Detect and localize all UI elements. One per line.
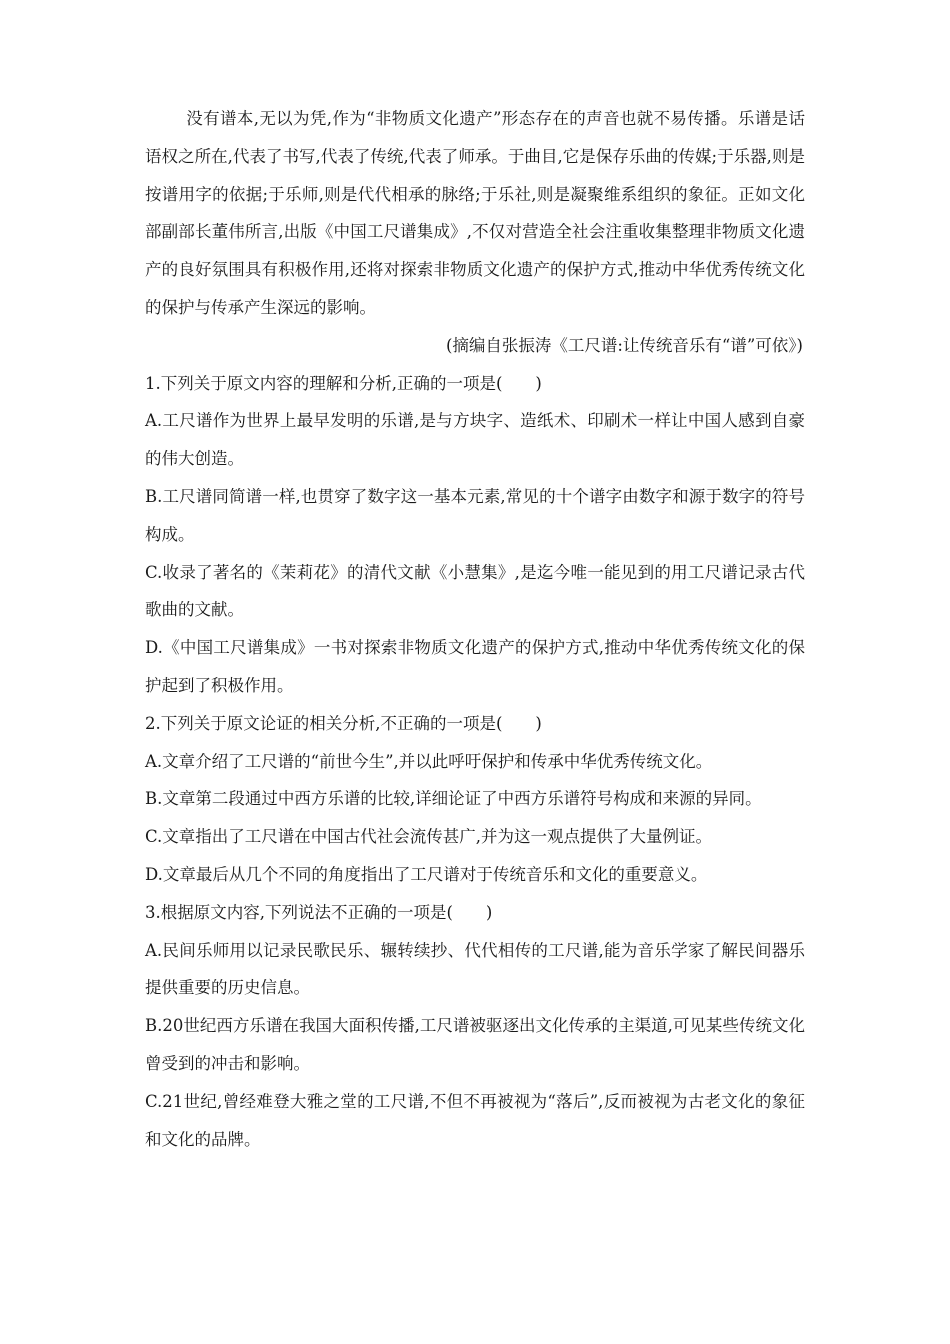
- option-d: D.《中国工尺谱集成》一书对探索非物质文化遗产的保护方式,推动中华优秀传统文化的保护起到了积极作用。: [145, 638, 805, 695]
- option-b: B.文章第二段通过中西方乐谱的比较,详细论证了中西方乐谱符号构成和来源的异同。: [145, 789, 762, 809]
- option-c: C.21世纪,曾经难登大雅之堂的工尺谱,不但不再被视为“落后”,反而被视为古老文化的象征和文化的品牌。: [145, 1091, 805, 1149]
- option-c: C.文章指出了工尺谱在中国古代社会流传甚广,并为这一观点提供了大量例证。: [145, 827, 713, 847]
- passage-paragraph: 没有谱本,无以为凭,作为“非物质文化遗产”形态存在的声音也就不易传播。乐谱是话语权之所在,代表了书写,代表了传统,代表了师承。于曲目,它是保存乐曲的传媒;于乐器,则是按谱用字的依据;于乐师,则是代代相承的脉络;于乐社,则是凝聚维系组织的象征。正如文化部副部长董伟所言,出版《中国工尺谱集成》,不仅对营造全社会注重收集整理非物质文化遗产的良好氛围具有积极作用,还将对探索非物质文化遗产的保护方式,推动中华优秀传统文化的保护与传承产生深远的影响。: [145, 109, 805, 317]
- option-b: B.20世纪西方乐谱在我国大面积传播,工尺谱被驱逐出文化传承的主渠道,可见某些传统文化曾受到的冲击和影响。: [145, 1016, 805, 1073]
- option-d: D.文章最后从几个不同的角度指出了工尺谱对于传统音乐和文化的重要意义。: [145, 864, 708, 884]
- option-c: C.收录了著名的《茉莉花》的清代文献《小慧集》,是迄今唯一能见到的用工尺谱记录古代歌曲的文献。: [145, 562, 805, 620]
- option-a: A.工尺谱作为世界上最早发明的乐谱,是与方块字、造纸术、印刷术一样让中国人感到自豪的伟大创造。: [145, 411, 805, 469]
- question-stem: 1.下列关于原文内容的理解和分析,正确的一项是( ): [145, 373, 542, 393]
- question-3: [145, 894, 805, 1159]
- question-2: [145, 705, 805, 894]
- question-stem: 2.下列关于原文论证的相关分析,不正确的一项是( ): [145, 713, 542, 733]
- question-1: [145, 365, 805, 705]
- passage-source: (摘编自张振涛《工尺谱:让传统音乐有“谱”可依》): [445, 335, 803, 355]
- option-a: A.民间乐师用以记录民歌民乐、辗转续抄、代代相传的工尺谱,能为音乐学家了解民间器乐提供重要的历史信息。: [145, 940, 805, 998]
- document-page: [145, 100, 805, 1158]
- option-a: A.文章介绍了工尺谱的“前世今生”,并以此呼吁保护和传承中华优秀传统文化。: [145, 751, 713, 771]
- option-b: B.工尺谱同简谱一样,也贯穿了数字这一基本元素,常见的十个谱字由数字和源于数字的符号构成。: [145, 486, 805, 544]
- question-stem: 3.根据原文内容,下列说法不正确的一项是( ): [145, 902, 493, 922]
